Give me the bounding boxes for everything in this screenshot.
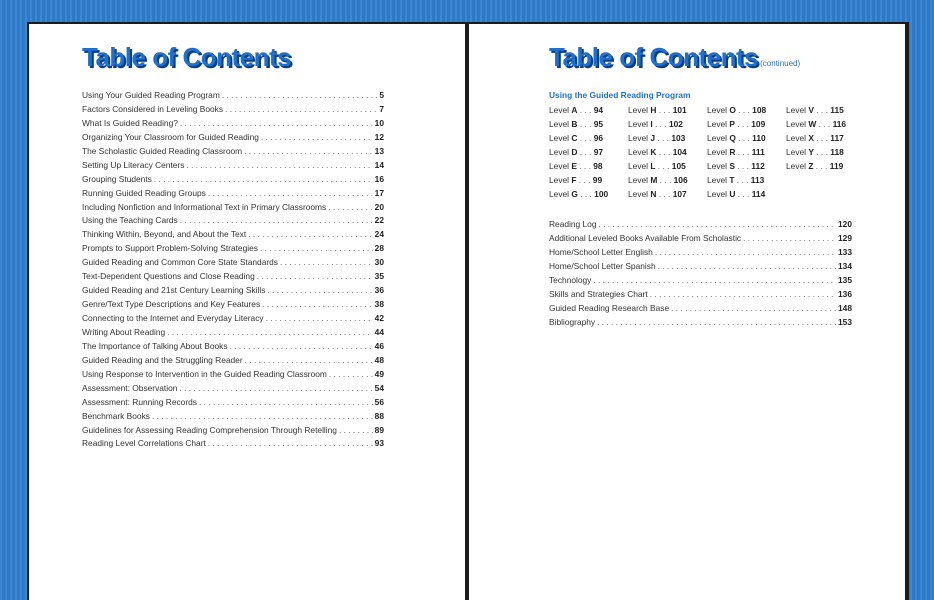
level-entry[interactable] xyxy=(549,175,628,189)
dot-leader: . . . xyxy=(734,161,752,171)
level-word: Level xyxy=(628,133,649,143)
toc-entry-page: 10 xyxy=(374,117,384,128)
toc-entry-page: 28 xyxy=(374,243,384,254)
dot-leader: . . . xyxy=(813,161,830,171)
dot-leader xyxy=(199,397,373,407)
level-word: Level xyxy=(549,161,570,171)
toc-entry-page: 153 xyxy=(838,316,852,327)
level-page: 119 xyxy=(829,161,844,171)
toc-entry[interactable] xyxy=(549,247,852,261)
level-page: 117 xyxy=(830,133,844,143)
toc-entry-title: Reading Level Correlations Chart xyxy=(82,438,206,449)
dot-leader: . . . xyxy=(735,147,752,157)
toc-entry-page: 30 xyxy=(374,257,384,268)
dot-leader: . . . xyxy=(577,147,594,157)
level-letter: W xyxy=(808,119,817,129)
level-letter: G xyxy=(571,189,578,199)
level-letter: B xyxy=(571,119,578,129)
dot-leader xyxy=(152,411,373,421)
level-page: 114 xyxy=(751,189,766,199)
dot-leader: . . . xyxy=(735,189,752,199)
dot-leader xyxy=(180,118,373,128)
toc-entry[interactable] xyxy=(82,299,384,313)
level-entry[interactable] xyxy=(628,119,707,133)
dot-leader: . . . xyxy=(577,189,595,199)
toc-entry[interactable] xyxy=(82,313,384,327)
level-letter: Q xyxy=(729,133,736,143)
level-page: 118 xyxy=(830,147,844,157)
dot-leader xyxy=(650,289,836,299)
dot-leader: . . . xyxy=(655,133,672,143)
toc-entry-title: Writing About Reading xyxy=(82,326,166,337)
level-letter: H xyxy=(650,105,657,115)
toc-entry[interactable] xyxy=(82,188,384,202)
toc-entry[interactable] xyxy=(82,438,384,452)
toc-entry[interactable] xyxy=(82,202,384,216)
toc-entry[interactable] xyxy=(82,104,384,118)
dot-leader: . . . xyxy=(577,105,594,115)
level-entry[interactable] xyxy=(549,105,628,119)
level-word: Level xyxy=(786,133,807,143)
level-entry[interactable] xyxy=(786,119,865,133)
level-page: 111 xyxy=(751,147,765,157)
toc-entry-page: 22 xyxy=(374,215,384,226)
right-page xyxy=(469,24,905,600)
toc-entry-title: Assessment: Running Records xyxy=(82,396,197,407)
level-entry[interactable] xyxy=(549,189,628,203)
level-letter: Z xyxy=(808,161,814,171)
level-word: Level xyxy=(628,189,649,199)
level-entry[interactable] xyxy=(707,119,786,133)
toc-entry[interactable] xyxy=(82,397,384,411)
toc-entry-page: 46 xyxy=(374,340,384,351)
dot-leader: . . . xyxy=(735,105,753,115)
level-entry[interactable] xyxy=(707,147,786,161)
toc-list xyxy=(82,90,384,452)
toc-entry-page: 14 xyxy=(374,159,384,170)
dot-leader: . . . xyxy=(652,119,669,129)
toc-entry-title: Home/School Letter Spanish xyxy=(549,260,656,271)
level-entry[interactable] xyxy=(628,133,707,147)
toc-entry-page: 129 xyxy=(838,232,852,243)
toc-entry-page: 88 xyxy=(374,410,384,421)
level-entry[interactable] xyxy=(786,147,865,161)
dot-leader xyxy=(208,188,373,198)
level-letter: J xyxy=(650,133,656,143)
toc-entry-title: Additional Leveled Books Available From Scholastic xyxy=(549,232,742,243)
toc-entry[interactable] xyxy=(549,289,852,303)
level-word: Level xyxy=(549,189,570,199)
level-letter: P xyxy=(729,119,735,129)
toc-entry-title: Guided Reading Research Base xyxy=(549,302,670,313)
level-word: Level xyxy=(549,175,570,185)
level-page: 101 xyxy=(672,105,687,115)
dot-leader xyxy=(597,317,836,327)
toc-entry[interactable] xyxy=(549,261,852,275)
toc-entry-title: Guided Reading and the Struggling Reader xyxy=(82,354,243,365)
toc-entry-page: 35 xyxy=(374,271,384,282)
toc-entry-page: 7 xyxy=(379,103,384,114)
dot-leader xyxy=(329,369,373,379)
dot-leader xyxy=(671,303,836,313)
toc-entry-title: Using Your Guided Reading Program xyxy=(82,90,220,100)
toc-entry-title: Organizing Your Classroom for Guided Reading xyxy=(82,131,259,142)
dot-leader: . . . xyxy=(656,189,673,199)
dot-leader: . . . xyxy=(656,105,673,115)
dot-leader xyxy=(260,243,373,253)
dot-leader xyxy=(339,425,373,435)
dot-leader: . . . xyxy=(816,119,833,129)
level-word: Level xyxy=(707,133,728,143)
level-entry[interactable] xyxy=(786,105,865,119)
dot-leader: . . . xyxy=(813,133,831,143)
dot-leader xyxy=(328,202,372,212)
level-entry[interactable] xyxy=(628,189,707,203)
dot-leader xyxy=(262,299,373,309)
level-word: Level xyxy=(707,161,728,171)
toc-entry-title: Including Nonfiction and Informational Text in Primary Classrooms xyxy=(82,201,327,212)
toc-entry[interactable] xyxy=(82,411,384,425)
level-page: 115 xyxy=(830,105,844,115)
level-word: Level xyxy=(786,161,807,171)
toc-entry[interactable] xyxy=(82,425,384,439)
toc-entry[interactable] xyxy=(82,118,384,132)
toc-entry-title: Benchmark Books xyxy=(82,410,150,421)
dot-leader xyxy=(208,438,373,448)
toc-entry-page: 36 xyxy=(374,285,384,296)
dot-leader: . . . xyxy=(813,105,831,115)
dot-leader: . . . xyxy=(735,133,753,143)
level-word: Level xyxy=(707,147,728,157)
toc-entry[interactable] xyxy=(82,229,384,243)
level-word: Level xyxy=(786,147,807,157)
level-entry[interactable] xyxy=(549,133,628,147)
level-letter: R xyxy=(729,147,736,157)
dot-leader xyxy=(261,132,373,142)
toc-list-continued xyxy=(549,219,852,331)
level-letter: S xyxy=(729,161,735,171)
level-word: Level xyxy=(628,161,649,171)
dot-leader: . . . xyxy=(577,133,594,143)
toc-entry-title: Assessment: Observation xyxy=(82,382,178,393)
toc-entry-page: 5 xyxy=(379,90,384,100)
level-letter: O xyxy=(729,105,736,115)
toc-entry-page: 136 xyxy=(838,288,852,299)
toc-entry[interactable] xyxy=(82,90,384,104)
level-entry[interactable] xyxy=(628,105,707,119)
level-letter: F xyxy=(571,175,577,185)
level-word: Level xyxy=(707,175,728,185)
level-word: Level xyxy=(549,105,570,115)
level-letter: X xyxy=(808,133,814,143)
toc-entry-title: What Is Guided Reading? xyxy=(82,117,178,128)
dot-leader xyxy=(655,247,836,257)
toc-entry[interactable] xyxy=(82,257,384,271)
level-page: 110 xyxy=(752,133,766,143)
toc-entry-title: Prompts to Support Problem-Solving Strategies xyxy=(82,243,258,254)
level-letter: V xyxy=(808,105,814,115)
toc-entry-page: 13 xyxy=(374,145,384,156)
level-entry[interactable] xyxy=(786,133,865,147)
toc-entry-title: Guided Reading and Common Core State Standards xyxy=(82,257,278,268)
dot-leader xyxy=(154,174,373,184)
dot-leader: . . . xyxy=(734,175,751,185)
level-entry[interactable] xyxy=(628,175,707,189)
toc-entry-title: Guided Reading and 21st Century Learning Skills xyxy=(82,285,266,296)
toc-entry-title: Guidelines for Assessing Reading Comprehension Through Retelling xyxy=(82,424,337,435)
toc-entry-title: Technology xyxy=(549,274,592,285)
toc-entry[interactable] xyxy=(82,243,384,257)
level-word: Level xyxy=(628,119,649,129)
toc-entry-page: 148 xyxy=(838,302,852,313)
dot-leader xyxy=(167,327,372,337)
level-page: 112 xyxy=(751,161,765,171)
toc-entry[interactable] xyxy=(549,303,852,317)
toc-entry-page: 20 xyxy=(374,201,384,212)
toc-entry-page: 56 xyxy=(374,396,384,407)
level-index xyxy=(549,105,849,203)
dot-leader: . . . xyxy=(734,119,752,129)
toc-entry-title: Using Response to Intervention in the Guided Reading Classroom xyxy=(82,368,327,379)
book-spread xyxy=(27,22,909,600)
toc-entry-title: Thinking Within, Beyond, and About the Text xyxy=(82,229,247,240)
level-page: 96 xyxy=(593,133,604,143)
toc-entry[interactable] xyxy=(82,271,384,285)
level-page: 109 xyxy=(751,119,766,129)
level-entry[interactable] xyxy=(628,147,707,161)
toc-entry-page: 93 xyxy=(374,438,384,449)
level-entry[interactable] xyxy=(549,119,628,133)
toc-entry[interactable] xyxy=(82,285,384,299)
level-page: 98 xyxy=(593,161,603,171)
dot-leader: . . . xyxy=(576,175,593,185)
toc-entry-page: 49 xyxy=(374,368,384,379)
toc-entry[interactable] xyxy=(549,275,852,289)
dot-leader: . . . xyxy=(577,119,594,129)
level-word: Level xyxy=(628,105,649,115)
toc-entry-page: 89 xyxy=(374,424,384,435)
dot-leader: . . . xyxy=(813,147,831,157)
dot-leader xyxy=(743,233,836,243)
toc-entry-page: 48 xyxy=(374,354,384,365)
level-letter: U xyxy=(729,189,736,199)
toc-entry[interactable] xyxy=(82,383,384,397)
level-letter: L xyxy=(650,161,656,171)
toc-entry-page: 120 xyxy=(838,219,852,229)
toc-entry-page: 42 xyxy=(374,313,384,323)
dot-leader xyxy=(658,261,836,271)
level-page: 107 xyxy=(672,189,687,199)
level-word: Level xyxy=(628,175,649,185)
dot-leader xyxy=(230,341,373,351)
level-letter: N xyxy=(650,189,657,199)
dot-leader xyxy=(225,104,377,114)
dot-leader xyxy=(222,90,378,100)
toc-entry-page: 17 xyxy=(374,187,384,198)
toc-entry[interactable] xyxy=(549,219,852,233)
title-text: Table of Contents xyxy=(549,42,759,72)
toc-entry-page: 16 xyxy=(374,173,384,184)
toc-entry[interactable] xyxy=(82,369,384,383)
level-page: 97 xyxy=(593,147,604,157)
level-letter: D xyxy=(571,147,578,157)
level-entry[interactable] xyxy=(549,161,628,175)
level-page: 116 xyxy=(832,119,847,129)
toc-entry[interactable] xyxy=(82,132,384,146)
level-spacer xyxy=(786,189,865,203)
level-entry[interactable] xyxy=(628,161,707,175)
toc-entry[interactable] xyxy=(82,146,384,160)
level-entry[interactable] xyxy=(707,175,786,189)
toc-entry-page: 134 xyxy=(838,260,852,271)
dot-leader: . . . xyxy=(576,161,594,171)
dot-leader xyxy=(267,285,372,295)
level-entry[interactable] xyxy=(707,189,786,203)
dot-leader: . . . xyxy=(655,161,672,171)
toc-entry-title: Bibliography xyxy=(549,316,596,327)
dot-leader xyxy=(186,160,372,170)
section-heading: Using the Guided Reading Program xyxy=(549,90,691,100)
level-word: Level xyxy=(549,147,570,157)
toc-entry[interactable] xyxy=(82,215,384,229)
level-entry[interactable] xyxy=(707,105,786,119)
toc-entry[interactable] xyxy=(82,355,384,369)
left-page xyxy=(29,24,465,600)
dot-leader xyxy=(245,355,373,365)
toc-entry-page: 54 xyxy=(374,382,384,393)
toc-entry-page: 38 xyxy=(374,299,384,310)
toc-entry-title: Skills and Strategies Chart xyxy=(549,288,648,299)
level-word: Level xyxy=(707,119,728,129)
toc-entry-title: Connecting to the Internet and Everyday Literacy xyxy=(82,313,264,323)
dot-leader xyxy=(593,275,836,285)
toc-entry[interactable] xyxy=(82,160,384,174)
level-page: 102 xyxy=(668,119,683,129)
level-letter: E xyxy=(571,161,577,171)
level-entry[interactable] xyxy=(549,147,628,161)
dot-leader xyxy=(257,271,373,281)
level-letter: M xyxy=(650,175,658,185)
level-letter: A xyxy=(571,105,578,115)
level-page: 99 xyxy=(592,175,603,185)
toc-entry-title: The Scholastic Guided Reading Classroom xyxy=(82,145,243,156)
page-title: Table of Contents xyxy=(82,42,292,72)
dot-leader xyxy=(244,146,373,156)
page-title-continued xyxy=(549,42,800,73)
toc-entry-title: Running Guided Reading Groups xyxy=(82,187,206,198)
toc-entry-title: Genre/Text Type Descriptions and Key Features xyxy=(82,299,261,310)
toc-entry-page: 12 xyxy=(374,131,384,142)
level-word: Level xyxy=(786,119,807,129)
toc-entry[interactable] xyxy=(82,327,384,341)
level-page: 108 xyxy=(752,105,767,115)
level-letter: Y xyxy=(808,147,814,157)
dot-leader xyxy=(179,383,372,393)
dot-leader xyxy=(248,229,372,239)
level-word: Level xyxy=(707,189,728,199)
toc-entry-title: Setting Up Literacy Centers xyxy=(82,159,185,170)
toc-entry-title: Factors Considered in Leveling Books xyxy=(82,103,224,114)
toc-entry[interactable] xyxy=(549,317,852,331)
dot-leader xyxy=(599,219,837,229)
dot-leader xyxy=(180,215,373,225)
level-word: Level xyxy=(549,133,570,143)
level-letter: I xyxy=(650,119,653,129)
toc-entry-page: 24 xyxy=(374,229,384,240)
toc-entry-title: The Importance of Talking About Books xyxy=(82,340,228,351)
continued-label: (continued) xyxy=(760,59,801,68)
level-word: Level xyxy=(628,147,649,157)
level-page: 104 xyxy=(672,147,687,157)
level-page: 106 xyxy=(673,175,688,185)
level-page: 94 xyxy=(593,105,604,115)
level-entry[interactable] xyxy=(707,161,786,175)
dot-leader: . . . xyxy=(656,147,673,157)
level-page: 95 xyxy=(593,119,604,129)
level-word: Level xyxy=(549,119,570,129)
toc-entry-title: Grouping Students xyxy=(82,173,152,184)
level-spacer xyxy=(786,175,865,189)
level-letter: K xyxy=(650,147,657,157)
toc-entry[interactable] xyxy=(549,233,852,247)
level-entry[interactable] xyxy=(786,161,865,175)
level-letter: C xyxy=(571,133,578,143)
dot-leader: . . . xyxy=(657,175,674,185)
level-word: Level xyxy=(707,105,728,115)
toc-entry-title: Home/School Letter English xyxy=(549,246,653,257)
toc-entry-title: Text-Dependent Questions and Close Reading xyxy=(82,271,255,282)
toc-entry-title: Reading Log xyxy=(549,219,597,229)
level-page: 113 xyxy=(750,175,765,185)
toc-entry[interactable] xyxy=(82,174,384,188)
level-page: 103 xyxy=(671,133,686,143)
level-page: 105 xyxy=(671,161,686,171)
toc-entry[interactable] xyxy=(82,341,384,355)
toc-entry-page: 135 xyxy=(838,274,852,285)
dot-leader xyxy=(266,313,373,323)
dot-leader xyxy=(280,257,373,267)
level-word: Level xyxy=(786,105,807,115)
level-entry[interactable] xyxy=(707,133,786,147)
toc-entry-page: 133 xyxy=(838,246,852,257)
level-letter: T xyxy=(729,175,735,185)
toc-entry-page: 44 xyxy=(374,326,384,337)
toc-entry-title: Using the Teaching Cards xyxy=(82,215,178,226)
level-page: 100 xyxy=(594,189,609,199)
